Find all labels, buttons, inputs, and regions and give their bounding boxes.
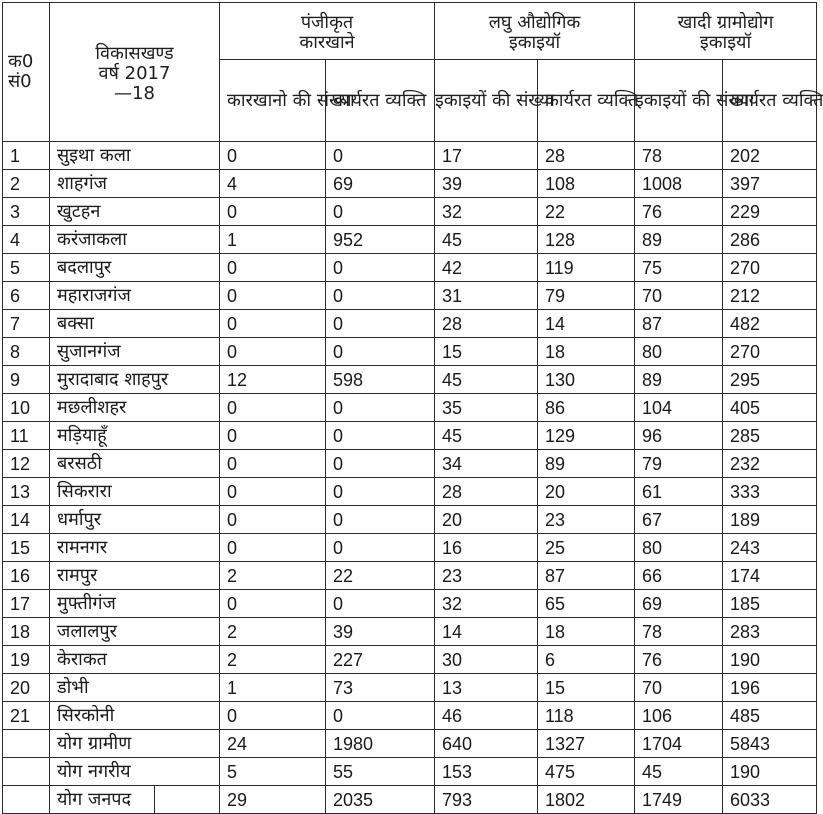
block-name-cell: बक्सा: [50, 310, 220, 338]
serial-number-cell: [3, 786, 50, 814]
factory-workers-cell: 598: [326, 366, 435, 394]
total-khadi-unit-workers-cell: 190: [723, 758, 817, 786]
small-unit-count-cell: 28: [435, 478, 538, 506]
small-unit-workers-cell: 89: [538, 450, 635, 478]
khadi-unit-workers-cell: 196: [723, 674, 817, 702]
khadi-unit-count-cell: 78: [635, 142, 723, 170]
factory-workers-cell: 0: [326, 394, 435, 422]
small-unit-workers-cell: 129: [538, 422, 635, 450]
serial-number-cell: 18: [3, 618, 50, 646]
khadi-unit-workers-cell: 397: [723, 170, 817, 198]
industrial-units-table: [2, 2, 823, 814]
factory-count-cell: 0: [220, 338, 326, 366]
factory-workers-cell: 0: [326, 422, 435, 450]
small-unit-workers-cell: 6: [538, 646, 635, 674]
total-khadi-unit-workers-cell: 6033: [723, 786, 817, 814]
table-row: [3, 534, 817, 562]
serial-number-cell: 8: [3, 338, 50, 366]
factory-count-cell: 4: [220, 170, 326, 198]
small-unit-workers-cell: 14: [538, 310, 635, 338]
khadi-unit-count-cell: 89: [635, 366, 723, 394]
khadi-unit-count-cell: 79: [635, 450, 723, 478]
table-row: [3, 702, 817, 730]
small-unit-count-cell: 13: [435, 674, 538, 702]
small-unit-count-cell: 32: [435, 198, 538, 226]
factory-count-cell: 0: [220, 254, 326, 282]
small-unit-count-cell: 35: [435, 394, 538, 422]
table-row: [3, 226, 817, 254]
serial-number-cell: [3, 758, 50, 786]
khadi-unit-count-cell: 106: [635, 702, 723, 730]
serial-number-cell: 5: [3, 254, 50, 282]
factory-count-cell: 0: [220, 142, 326, 170]
khadi-unit-count-cell: 78: [635, 618, 723, 646]
total-factory-count-cell: 29: [220, 786, 326, 814]
small-unit-count-cell: 20: [435, 506, 538, 534]
factory-count-cell: 1: [220, 674, 326, 702]
factory-workers-cell: 0: [326, 310, 435, 338]
total-label-cell: योग नगरीय: [50, 758, 220, 786]
total-small-unit-workers-cell: 1327: [538, 730, 635, 758]
block-name-cell: रामनगर: [50, 534, 220, 562]
subheader-factory-count: कारखानो की संख्या: [220, 60, 326, 142]
khadi-unit-workers-cell: 202: [723, 142, 817, 170]
block-name-cell: डोभी: [50, 674, 220, 702]
small-unit-count-cell: 14: [435, 618, 538, 646]
serial-number-cell: 11: [3, 422, 50, 450]
small-unit-workers-cell: 108: [538, 170, 635, 198]
small-unit-workers-cell: 130: [538, 366, 635, 394]
header-serial-number: क0 सं0: [3, 3, 50, 142]
khadi-unit-workers-cell: 485: [723, 702, 817, 730]
factory-count-cell: 2: [220, 562, 326, 590]
serial-number-cell: 4: [3, 226, 50, 254]
table-row: [3, 562, 817, 590]
khadi-unit-count-cell: 89: [635, 226, 723, 254]
table-row: [3, 506, 817, 534]
khadi-unit-count-cell: 80: [635, 534, 723, 562]
serial-number-cell: 12: [3, 450, 50, 478]
total-label-cell: योग ग्रामीण: [50, 730, 220, 758]
table-row: [3, 394, 817, 422]
subheader-small-unit-workers: कार्यरत व्यक्ति: [538, 60, 635, 142]
table-row: [3, 338, 817, 366]
block-name-cell: सुइथा कला: [50, 142, 220, 170]
factory-workers-cell: 69: [326, 170, 435, 198]
khadi-unit-workers-cell: 295: [723, 366, 817, 394]
small-unit-workers-cell: 23: [538, 506, 635, 534]
small-unit-count-cell: 45: [435, 422, 538, 450]
total-khadi-unit-count-cell: 1749: [635, 786, 723, 814]
serial-number-cell: 9: [3, 366, 50, 394]
serial-number-cell: [3, 730, 50, 758]
khadi-unit-count-cell: 70: [635, 282, 723, 310]
serial-number-cell: 7: [3, 310, 50, 338]
factory-workers-cell: 0: [326, 450, 435, 478]
block-name-cell: सिकरारा: [50, 478, 220, 506]
factory-workers-cell: 0: [326, 590, 435, 618]
small-unit-workers-cell: 22: [538, 198, 635, 226]
factory-count-cell: 0: [220, 198, 326, 226]
serial-number-cell: 2: [3, 170, 50, 198]
khadi-unit-workers-cell: 333: [723, 478, 817, 506]
factory-count-cell: 0: [220, 506, 326, 534]
total-factory-workers-cell: 1980: [326, 730, 435, 758]
small-unit-count-cell: 45: [435, 226, 538, 254]
table-row: [3, 170, 817, 198]
factory-count-cell: 12: [220, 366, 326, 394]
total-factory-workers-cell: 2035: [326, 786, 435, 814]
table-row: [3, 478, 817, 506]
total-row: [3, 730, 817, 758]
table-row: [3, 450, 817, 478]
khadi-unit-workers-cell: 190: [723, 646, 817, 674]
total-khadi-unit-count-cell: 45: [635, 758, 723, 786]
factory-workers-cell: 0: [326, 142, 435, 170]
table-row: [3, 422, 817, 450]
table-row: [3, 646, 817, 674]
factory-workers-cell: 0: [326, 282, 435, 310]
khadi-unit-count-cell: 87: [635, 310, 723, 338]
header-small-industrial-units: लघु औद्योगिक इकाइयॉ: [435, 3, 635, 60]
block-name-cell: खुटहन: [50, 198, 220, 226]
total-factory-count-cell: 5: [220, 758, 326, 786]
total-label-cell: योग जनपद: [50, 786, 220, 814]
khadi-unit-workers-cell: 243: [723, 534, 817, 562]
small-unit-count-cell: 16: [435, 534, 538, 562]
serial-number-cell: 3: [3, 198, 50, 226]
small-unit-workers-cell: 118: [538, 702, 635, 730]
table-row: [3, 618, 817, 646]
serial-number-cell: 1: [3, 142, 50, 170]
factory-count-cell: 0: [220, 450, 326, 478]
block-name-cell: महाराजगंज: [50, 282, 220, 310]
serial-number-cell: 17: [3, 590, 50, 618]
factory-workers-cell: 22: [326, 562, 435, 590]
serial-number-cell: 10: [3, 394, 50, 422]
block-name-cell: सिरकोनी: [50, 702, 220, 730]
small-unit-count-cell: 31: [435, 282, 538, 310]
total-small-unit-count-cell: 793: [435, 786, 538, 814]
khadi-unit-count-cell: 80: [635, 338, 723, 366]
factory-count-cell: 0: [220, 478, 326, 506]
khadi-unit-workers-cell: 405: [723, 394, 817, 422]
subheader-small-unit-count: इकाइयों की संख्या: [435, 60, 538, 142]
small-unit-workers-cell: 25: [538, 534, 635, 562]
block-name-cell: मुरादाबाद शाहपुर: [50, 366, 220, 394]
block-name-cell: बरसठी: [50, 450, 220, 478]
small-unit-workers-cell: 28: [538, 142, 635, 170]
khadi-unit-count-cell: 76: [635, 198, 723, 226]
serial-number-cell: 21: [3, 702, 50, 730]
factory-count-cell: 2: [220, 646, 326, 674]
serial-number-cell: 15: [3, 534, 50, 562]
total-small-unit-count-cell: 640: [435, 730, 538, 758]
block-name-cell: मड़ियाहूँ: [50, 422, 220, 450]
block-name-cell: धर्मापुर: [50, 506, 220, 534]
small-unit-count-cell: 17: [435, 142, 538, 170]
block-name-cell: रामपुर: [50, 562, 220, 590]
total-khadi-unit-count-cell: 1704: [635, 730, 723, 758]
khadi-unit-workers-cell: 232: [723, 450, 817, 478]
subheader-khadi-unit-workers: कार्यरत व्यक्ति: [723, 60, 817, 142]
khadi-unit-workers-cell: 270: [723, 338, 817, 366]
total-factory-workers-cell: 55: [326, 758, 435, 786]
factory-count-cell: 2: [220, 618, 326, 646]
factory-workers-cell: 227: [326, 646, 435, 674]
factory-workers-cell: 952: [326, 226, 435, 254]
small-unit-workers-cell: 65: [538, 590, 635, 618]
block-name-cell: मुफ्तीगंज: [50, 590, 220, 618]
table-row: [3, 198, 817, 226]
header-block-year: विकासखण्ड वर्ष 2017—18: [50, 3, 220, 142]
table-body: [3, 142, 817, 814]
small-unit-workers-cell: 18: [538, 618, 635, 646]
table-row: [3, 674, 817, 702]
small-unit-workers-cell: 119: [538, 254, 635, 282]
factory-count-cell: 0: [220, 422, 326, 450]
table-row: [3, 366, 817, 394]
khadi-unit-workers-cell: 482: [723, 310, 817, 338]
khadi-unit-count-cell: 66: [635, 562, 723, 590]
table-row: [3, 310, 817, 338]
header-khadi-village-industry-units: खादी ग्रामोद्योग इकाइयॉ: [635, 3, 817, 60]
small-unit-count-cell: 15: [435, 338, 538, 366]
total-khadi-unit-workers-cell: 5843: [723, 730, 817, 758]
serial-number-cell: 14: [3, 506, 50, 534]
block-name-cell: सुजानगंज: [50, 338, 220, 366]
khadi-unit-count-cell: 76: [635, 646, 723, 674]
khadi-unit-workers-cell: 283: [723, 618, 817, 646]
factory-count-cell: 1: [220, 226, 326, 254]
khadi-unit-count-cell: 75: [635, 254, 723, 282]
factory-workers-cell: 0: [326, 254, 435, 282]
factory-workers-cell: 0: [326, 198, 435, 226]
table-header: [3, 3, 823, 142]
table-row: [3, 142, 817, 170]
small-unit-workers-cell: 15: [538, 674, 635, 702]
khadi-unit-workers-cell: 229: [723, 198, 817, 226]
khadi-unit-count-cell: 69: [635, 590, 723, 618]
table-row: [3, 254, 817, 282]
small-unit-count-cell: 32: [435, 590, 538, 618]
subheader-factory-workers: कार्यरत व्यक्ति: [326, 60, 435, 142]
khadi-unit-workers-cell: 185: [723, 590, 817, 618]
total-small-unit-count-cell: 153: [435, 758, 538, 786]
factory-count-cell: 0: [220, 394, 326, 422]
factory-workers-cell: 0: [326, 338, 435, 366]
factory-count-cell: 0: [220, 534, 326, 562]
small-unit-workers-cell: 128: [538, 226, 635, 254]
factory-workers-cell: 0: [326, 534, 435, 562]
factory-workers-cell: 73: [326, 674, 435, 702]
small-unit-workers-cell: 87: [538, 562, 635, 590]
block-name-cell: मछलीशहर: [50, 394, 220, 422]
small-unit-workers-cell: 86: [538, 394, 635, 422]
small-unit-count-cell: 23: [435, 562, 538, 590]
khadi-unit-count-cell: 67: [635, 506, 723, 534]
block-name-cell: करंजाकला: [50, 226, 220, 254]
serial-number-cell: 19: [3, 646, 50, 674]
serial-number-cell: 16: [3, 562, 50, 590]
small-unit-workers-cell: 79: [538, 282, 635, 310]
khadi-unit-workers-cell: 212: [723, 282, 817, 310]
block-name-cell: बदलापुर: [50, 254, 220, 282]
small-unit-workers-cell: 18: [538, 338, 635, 366]
small-unit-count-cell: 30: [435, 646, 538, 674]
block-name-cell: जलालपुर: [50, 618, 220, 646]
khadi-unit-workers-cell: 189: [723, 506, 817, 534]
table-row: [3, 590, 817, 618]
khadi-unit-count-cell: 1008: [635, 170, 723, 198]
total-small-unit-workers-cell: 1802: [538, 786, 635, 814]
serial-number-cell: 20: [3, 674, 50, 702]
khadi-unit-workers-cell: 270: [723, 254, 817, 282]
khadi-unit-count-cell: 70: [635, 674, 723, 702]
khadi-unit-count-cell: 96: [635, 422, 723, 450]
khadi-unit-count-cell: 61: [635, 478, 723, 506]
small-unit-count-cell: 34: [435, 450, 538, 478]
factory-workers-cell: 0: [326, 478, 435, 506]
total-small-unit-workers-cell: 475: [538, 758, 635, 786]
small-unit-count-cell: 46: [435, 702, 538, 730]
factory-workers-cell: 39: [326, 618, 435, 646]
total-row: [3, 758, 817, 786]
serial-number-cell: 13: [3, 478, 50, 506]
header-registered-factories: पंजीकृत कारखाने: [220, 3, 435, 60]
small-unit-count-cell: 42: [435, 254, 538, 282]
factory-workers-cell: 0: [326, 702, 435, 730]
serial-number-cell: 6: [3, 282, 50, 310]
factory-count-cell: 0: [220, 590, 326, 618]
factory-count-cell: 0: [220, 282, 326, 310]
small-unit-count-cell: 39: [435, 170, 538, 198]
small-unit-count-cell: 28: [435, 310, 538, 338]
block-name-cell: केराकत: [50, 646, 220, 674]
khadi-unit-workers-cell: 174: [723, 562, 817, 590]
factory-workers-cell: 0: [326, 506, 435, 534]
factory-count-cell: 0: [220, 310, 326, 338]
subheader-khadi-unit-count: इकाइयों की संख्या: [635, 60, 723, 142]
small-unit-count-cell: 45: [435, 366, 538, 394]
factory-count-cell: 0: [220, 702, 326, 730]
total-row: [3, 786, 817, 814]
khadi-unit-count-cell: 104: [635, 394, 723, 422]
khadi-unit-workers-cell: 286: [723, 226, 817, 254]
small-unit-workers-cell: 20: [538, 478, 635, 506]
khadi-unit-workers-cell: 285: [723, 422, 817, 450]
block-name-cell: शाहगंज: [50, 170, 220, 198]
total-factory-count-cell: 24: [220, 730, 326, 758]
table-row: [3, 282, 817, 310]
